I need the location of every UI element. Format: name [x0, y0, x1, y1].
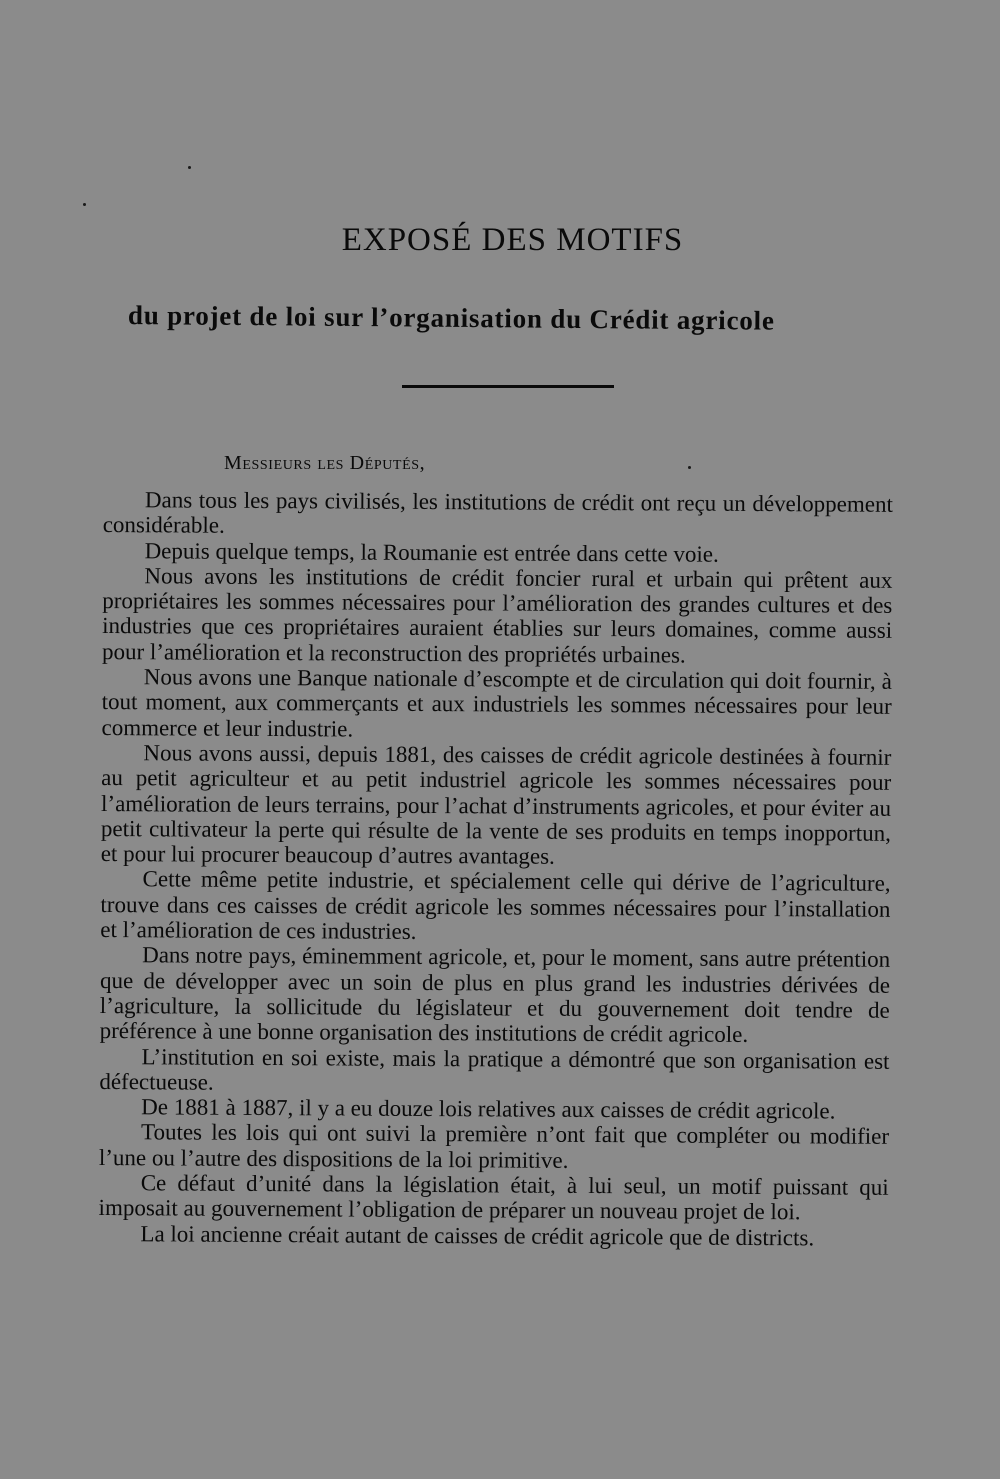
paragraph: La loi ancienne créait autant de caisses de crédit agricole que de districts. [140, 1220, 815, 1250]
paragraph: Toutes les lois qui ont suivi la première n’ont fait que compléter ou modifier l’une ou l’autre des dispositions de la loi primitive. [98, 1119, 890, 1173]
paragraph: Depuis quelque temps, la Roumanie est entrée dans cette voie. [144, 537, 719, 567]
salutation: Messieurs les Députés, [224, 452, 426, 474]
scan-speck [188, 166, 191, 169]
paragraph: Cette même petite industrie, et spécialement celle qui dérive de l’agriculture, trouve dans ces caisses de crédit agricole les sommes nécessaires pour l’installation et l’amélioration de ces industries. [100, 866, 891, 944]
paragraph: Dans tous les pays civilisés, les institutions de crédit ont reçu un développement considérable. [102, 487, 893, 539]
body-text [98, 487, 893, 1251]
document-subtitle: du projet de loi sur l’organisation du Crédit agricole [127, 300, 775, 336]
paragraph: De 1881 à 1887, il y a eu douze lois relatives aux caisses de crédit agricole. [141, 1094, 836, 1124]
scan-speck [688, 466, 691, 469]
document-title: EXPOSÉ DES MOTIFS [341, 222, 684, 258]
paragraph: Nous avons aussi, depuis 1881, des caisses de crédit agricole destinées à fournir au petit agriculteur et au petit industriel agricole les sommes nécessaires pour l’amélioration de leurs terrains, pour l’achat d’instruments agricoles, et pour éviter au petit cultivateur la perte qui résulte de la vente de ses produits en temps inopportun, et pour lui procurer beaucoup d’autres avantages. [100, 740, 892, 869]
paragraph: Nous avons une Banque nationale d’escompte et de circulation qui doit fournir, à tout moment, aux commerçants et aux industriels les sommes nécessaires pour leur commerce et leur industrie. [101, 664, 892, 742]
paragraph: L’institution en soi existe, mais la pratique a démontré que son organisation est défectueuse. [99, 1043, 890, 1095]
paragraph: Ce défaut d’unité dans la législation était, à lui seul, un motif puissant qui imposait au gouvernement l’obligation de préparer un nouveau projet de loi. [98, 1170, 889, 1225]
paragraph: Nous avons les institutions de crédit foncier rural et urbain qui prêtent aux propriétaires les sommes nécessaires pour l’amélioration des grandes cultures et des industries que ces propriétaires auraient établies sur leurs domaines, comme aussi pour l’amélioration et la reconstruction des propriétés urbaines. [101, 563, 893, 668]
scan-speck [83, 203, 86, 206]
horizontal-rule [402, 385, 614, 388]
paragraph: Dans notre pays, éminemment agricole, et, pour le moment, sans autre prétention que de développer avec un soin de plus en plus grand les industries dérivées de l’agriculture, la sollicitude du législateur et du gouvernement doit tendre de préférence à une bonne organisation des institutions de crédit agricole. [99, 942, 891, 1048]
